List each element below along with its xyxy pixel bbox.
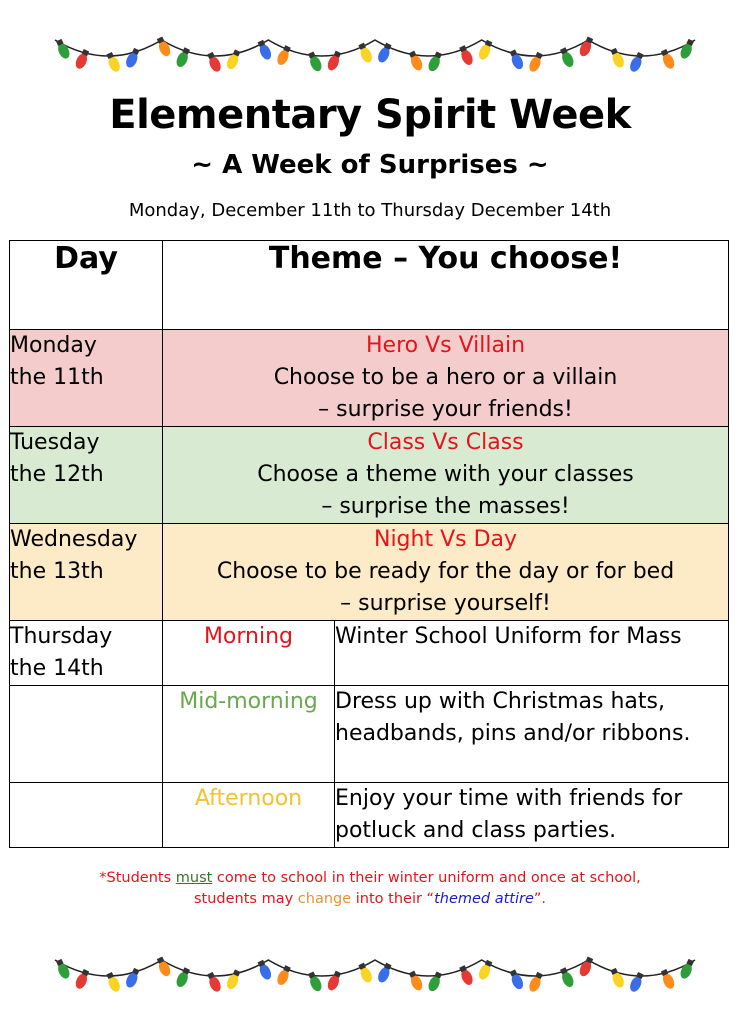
light-bulb-icon bbox=[205, 971, 223, 993]
light-bulb-icon bbox=[325, 970, 343, 992]
theme-title: Night Vs Day bbox=[373, 527, 518, 552]
day-name: Tuesday bbox=[10, 430, 100, 455]
light-bulb-icon bbox=[609, 47, 627, 69]
footnote-line-1 bbox=[0, 868, 740, 889]
page-subtitle: ~ A Week of Surprises ~ bbox=[191, 150, 549, 180]
light-bulb-icon bbox=[527, 51, 545, 73]
day-date: the 12th bbox=[10, 462, 104, 487]
day-cell bbox=[10, 621, 163, 686]
empty-day-cell bbox=[10, 783, 163, 848]
table-row-thursday-afternoon bbox=[10, 783, 729, 848]
table-row-thursday-midmorning bbox=[10, 686, 729, 783]
light-bulb-icon bbox=[54, 38, 72, 60]
footnote-emphasis-change: change bbox=[297, 891, 352, 907]
light-bulb-icon bbox=[124, 47, 142, 69]
time-slot-label: Mid-morning bbox=[163, 686, 335, 783]
light-bulb-icon bbox=[306, 51, 324, 73]
light-bulb-icon bbox=[124, 967, 142, 989]
footnote-text: ”. bbox=[533, 891, 547, 907]
footnote-text: students may bbox=[193, 891, 298, 907]
day-cell bbox=[10, 427, 163, 524]
table-row-thursday-morning bbox=[10, 621, 729, 686]
day-date: the 11th bbox=[10, 365, 104, 390]
light-bulb-icon bbox=[678, 958, 696, 980]
light-bulb-icon bbox=[325, 50, 343, 72]
empty-day-cell bbox=[10, 686, 163, 783]
time-slot-description: Winter School Uniform for Mass bbox=[335, 621, 729, 686]
day-name: Monday bbox=[10, 333, 97, 358]
light-bulb-icon bbox=[225, 49, 243, 71]
event-dates: Monday, December 11th to Thursday December 14th bbox=[128, 200, 612, 221]
theme-line: Choose a theme with your classes bbox=[257, 462, 634, 487]
page-title: Elementary Spirit Week bbox=[109, 92, 631, 138]
footnote-text: come to school in their winter uniform and once at school, bbox=[212, 870, 641, 886]
theme-line: – surprise your friends! bbox=[318, 397, 573, 422]
day-name: Thursday bbox=[10, 624, 113, 649]
footnote-emphasis-must: must bbox=[175, 870, 213, 886]
day-name: Wednesday bbox=[10, 527, 138, 552]
light-bulb-icon bbox=[577, 956, 595, 978]
light-bulb-icon bbox=[54, 958, 72, 980]
day-date: the 14th bbox=[10, 656, 104, 681]
footnote bbox=[0, 868, 740, 910]
light-bulb-icon bbox=[407, 50, 425, 72]
table-row-tuesday bbox=[10, 427, 729, 524]
time-slot-label: Afternoon bbox=[163, 783, 335, 848]
theme-cell bbox=[163, 427, 729, 524]
light-bulb-icon bbox=[155, 956, 173, 978]
christmas-lights-top-icon bbox=[50, 10, 700, 80]
theme-line: Choose to be ready for the day or for bed bbox=[216, 559, 675, 584]
theme-line: – surprise yourself! bbox=[340, 591, 551, 616]
theme-line: – surprise the masses! bbox=[321, 494, 570, 519]
column-header-day: Day bbox=[10, 241, 163, 330]
time-slot-description: Dress up with Christmas hats, headbands, pins and/or ribbons. bbox=[335, 686, 729, 783]
light-bulb-icon bbox=[508, 49, 526, 71]
light-bulb-icon bbox=[306, 971, 324, 993]
table-row-monday bbox=[10, 330, 729, 427]
footnote-emphasis-attire: themed attire bbox=[434, 891, 534, 907]
theme-cell bbox=[163, 330, 729, 427]
light-bulb-icon bbox=[508, 969, 526, 991]
light-bulb-icon bbox=[155, 36, 173, 58]
light-bulb-icon bbox=[407, 970, 425, 992]
light-bulb-icon bbox=[609, 967, 627, 989]
time-slot-description: Enjoy your time with friends for potluck and class parties. bbox=[335, 783, 729, 848]
light-bulb-icon bbox=[205, 51, 223, 73]
table-header-row bbox=[10, 241, 729, 330]
footnote-text: into their “ bbox=[351, 891, 435, 907]
day-date: the 13th bbox=[10, 559, 104, 584]
day-cell bbox=[10, 330, 163, 427]
footnote-text: *Students bbox=[99, 870, 176, 886]
spirit-week-schedule bbox=[9, 240, 729, 848]
footnote-line-2 bbox=[0, 889, 740, 910]
column-header-theme: Theme – You choose! bbox=[163, 241, 729, 330]
light-bulb-icon bbox=[426, 51, 444, 73]
theme-title: Class Vs Class bbox=[367, 430, 524, 455]
light-bulb-icon bbox=[527, 971, 545, 993]
theme-cell bbox=[163, 524, 729, 621]
time-slot-label: Morning bbox=[163, 621, 335, 686]
light-bulb-icon bbox=[577, 36, 595, 58]
christmas-lights-bottom-icon bbox=[50, 930, 700, 1000]
theme-title: Hero Vs Villain bbox=[365, 333, 526, 358]
theme-line: Choose to be a hero or a villain bbox=[273, 365, 618, 390]
light-bulb-icon bbox=[225, 969, 243, 991]
light-bulb-icon bbox=[678, 38, 696, 60]
day-cell bbox=[10, 524, 163, 621]
table-row-wednesday bbox=[10, 524, 729, 621]
light-bulb-icon bbox=[426, 971, 444, 993]
